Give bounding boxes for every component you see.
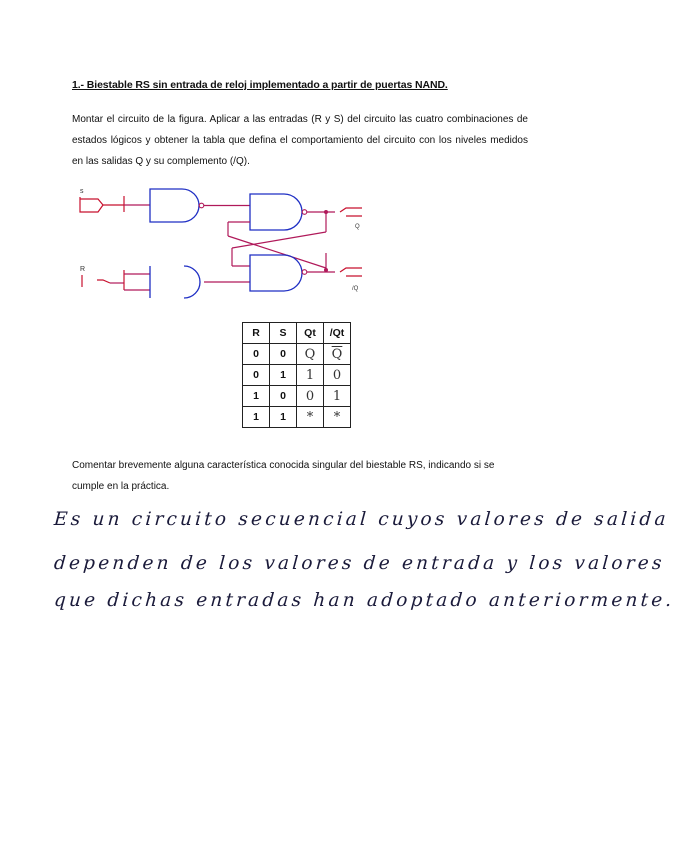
cell-s: 0 [270,386,297,407]
table-row [243,365,351,386]
cell-nq: 0 [324,365,351,386]
cross-wire-a [232,232,326,248]
cell-nq: $\overline{Q}$ [324,344,351,365]
nand-latch-diagram [0,0,600,320]
input-r-label: R [80,266,86,273]
input-r-connector [97,280,110,283]
cell-r: 1 [243,407,270,428]
output-q-label: Q [355,224,360,230]
gate-3-bubble [302,210,307,215]
output-nq-label: /Q [352,286,359,292]
nand-gate-1 [150,189,199,222]
section-heading: 1.- Biestable RS sin entrada de reloj implementado a partir de puertas NAND. [72,79,448,91]
cell-r: 0 [243,344,270,365]
gate-4-bubble [302,270,307,275]
truth-table-header [243,323,351,344]
nand-gate-2-front [184,266,200,298]
col-nq-header: /Qt [324,323,351,344]
output-q-connector [340,208,362,216]
input-s-connector [80,197,103,212]
handwritten-answer-line-2: dependen de los valores de entrada y los valores [53,553,666,574]
truth-table [242,322,351,428]
col-q-header: Qt [297,323,324,344]
cell-s: 0 [270,344,297,365]
gate-1-bubble [199,203,204,208]
cell-s: 1 [270,365,297,386]
cell-r: 1 [243,386,270,407]
input-s-label: s [80,188,84,195]
handwritten-answer-line-1: Es un circuito secuencial cuyos valores de salida [53,509,670,530]
cell-q: * [297,407,324,428]
cell-q: 0 [297,386,324,407]
instructions-paragraph: Montar el circuito de la figura. Aplicar a las entradas (R y S) del circuito las cuatro combinaciones de estados lógicos y obtener la tabla que defina el comportamiento del circuito con los niveles medidos en las salidas Q y su complemento (/Q). [72,114,528,167]
nand-gate-3 [250,194,302,230]
table-row [243,386,351,407]
cell-nq: 1 [324,386,351,407]
table-row [243,407,351,428]
cell-q: 1 [297,365,324,386]
col-s-header: S [270,323,297,344]
table-row [243,344,351,365]
cell-nq: * [324,407,351,428]
question-paragraph: Comentar brevemente alguna característica conocida singular del biestable RS, indicando si se cumple en la práctica. [72,460,495,492]
col-r-header: R [243,323,270,344]
output-nq-connector [340,268,362,276]
cell-r: 0 [243,365,270,386]
cell-s: 1 [270,407,297,428]
handwritten-answer-line-3: que dichas entradas han adoptado anteriormente. [53,590,675,611]
cell-q: Q [297,344,324,365]
nand-gate-4 [250,255,302,291]
